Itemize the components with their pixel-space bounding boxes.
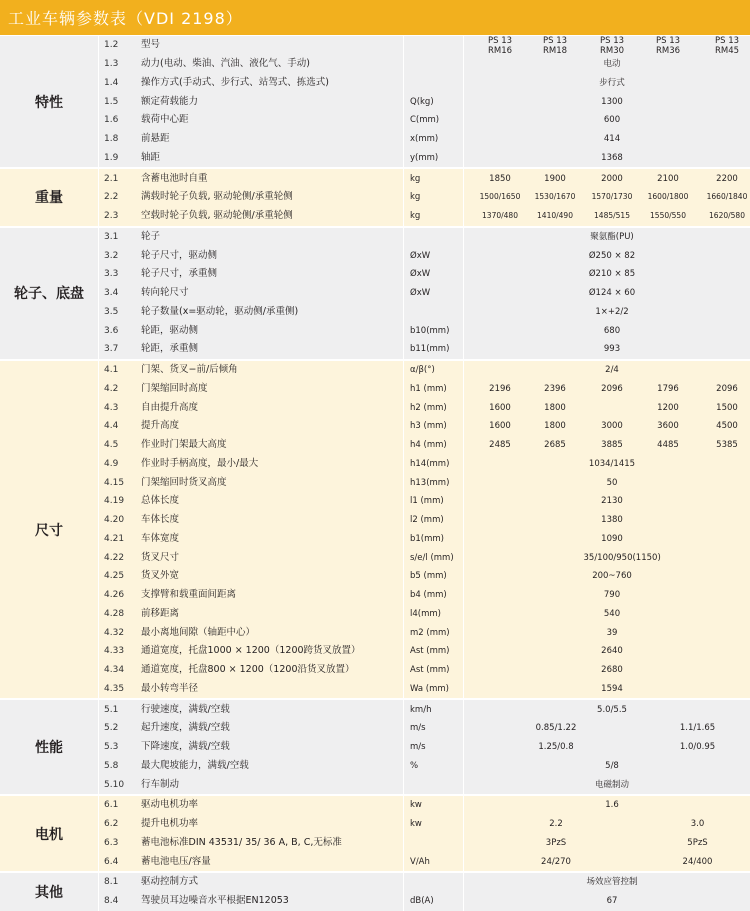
row-description: 提升电机功率 [141,817,198,831]
row-number: 4.32 [104,626,124,640]
row-value: 2130 [584,494,641,508]
row-number: 4.3 [104,401,118,415]
row-value: 1900 [527,172,584,186]
column-divider [403,873,404,911]
row-description: 动力(电动、柴油、汽油、液化气、手动) [141,57,310,71]
row-value: 场效应管控制 [584,875,641,889]
row-number: 5.3 [104,740,118,754]
column-divider [98,228,99,359]
column-divider [403,361,404,699]
row-value: 步行式 [584,76,641,90]
row-unit: km/h [410,703,431,717]
row-number: 4.21 [104,532,124,546]
row-value: 3600 [640,419,697,433]
group-category: 轮子、底盘 [0,228,98,359]
column-divider [403,796,404,871]
row-value: 35/100/950(1150) [584,551,641,565]
row-description: 最小离地间隙（轴距中心） [141,626,255,640]
row-unit: y(mm) [410,151,438,165]
row-number: 6.4 [104,855,118,869]
column-divider [403,36,404,167]
row-number: 4.9 [104,457,118,471]
row-number: 6.3 [104,836,118,850]
row-value: 电动 [584,57,641,71]
row-unit: % [410,759,418,773]
row-unit: l4(mm) [410,607,441,621]
column-divider [98,873,99,911]
row-description: 满载时轮子负载, 驱动轮侧/承重轮侧 [141,190,293,204]
row-value: 5/8 [584,759,641,773]
row-description: 通道宽度，托盘1000 × 1200（1200跨货叉放置） [141,644,361,658]
row-value: 0.85/1.22 [472,721,641,735]
spec-group [0,169,750,225]
row-value: 2685 [527,438,584,452]
row-value: 2680 [584,663,641,677]
row-value: 2096 [584,382,641,396]
row-unit: h2 (mm) [410,401,447,415]
row-number: 5.1 [104,703,118,717]
row-number: 1.5 [104,95,118,109]
row-value: 1.0/0.95 [640,740,750,754]
row-number: 2.3 [104,209,118,223]
row-number: 4.35 [104,682,124,696]
row-unit: kg [410,172,420,186]
row-description: 蓄电池电压/容量 [141,855,211,869]
row-value: 4500 [699,419,750,433]
row-value: 1620/580 [699,209,750,223]
column-divider [98,700,99,794]
row-description: 转向轮尺寸 [141,286,189,300]
column-divider [98,361,99,699]
row-description: 最小转弯半径 [141,682,198,696]
row-value: 1.6 [584,798,641,812]
row-value: 2485 [472,438,529,452]
row-value: 1.1/1.65 [640,721,750,735]
row-value: 2100 [640,172,697,186]
row-value: Ø210 × 85 [584,267,641,281]
row-description: 行驶速度，满载/空载 [141,703,230,717]
row-number: 4.5 [104,438,118,452]
row-value: Ø124 × 60 [584,286,641,300]
row-value: 1530/1670 [527,190,584,204]
column-divider [463,169,464,225]
row-number: 6.2 [104,817,118,831]
row-number: 4.26 [104,588,124,602]
row-unit: h4 (mm) [410,438,447,452]
spec-group [0,700,750,794]
row-value: 1485/515 [584,209,641,223]
row-value: 3.0 [640,817,750,831]
row-number: 5.10 [104,778,124,792]
row-value: 电磁制动 [584,778,641,792]
row-description: 操作方式(手动式、步行式、站驾式、拣选式) [141,76,329,90]
row-number: 3.4 [104,286,118,300]
row-number: 3.2 [104,249,118,263]
row-unit: b11(mm) [410,342,449,356]
row-value: 1660/1840 [699,190,750,204]
row-number: 1.8 [104,132,118,146]
row-unit: ØxW [410,249,430,263]
row-number: 3.6 [104,324,118,338]
spec-group [0,873,750,911]
row-number: 4.20 [104,513,124,527]
column-divider [98,36,99,167]
row-description: 作业时门架最大高度 [141,438,227,452]
column-divider [403,228,404,359]
row-number: 4.22 [104,551,124,565]
row-unit: kg [410,209,420,223]
row-value: 3PzS [472,836,641,850]
row-value: 993 [584,342,641,356]
row-number: 3.1 [104,230,118,244]
model-header: PS 13 RM16 [472,36,529,56]
row-unit: m/s [410,740,426,754]
row-value: 1850 [472,172,529,186]
row-number: 3.5 [104,305,118,319]
row-number: 4.4 [104,419,118,433]
row-description: 空载时轮子负载, 驱动轮侧/承重轮侧 [141,209,293,223]
spec-group [0,36,750,167]
column-divider [463,796,464,871]
row-description: 轮子数量(x=驱动轮，驱动侧/承重侧) [141,305,298,319]
row-unit: m2 (mm) [410,626,450,640]
spec-group [0,361,750,699]
row-description: 车体长度 [141,513,179,527]
row-unit: m/s [410,721,426,735]
model-header: PS 13 RM18 [527,36,584,56]
column-divider [463,228,464,359]
row-description: 支撑臂和载重面间距离 [141,588,236,602]
row-number: 4.19 [104,494,124,508]
row-unit: h3 (mm) [410,419,447,433]
row-unit: α/β(°) [410,363,435,377]
row-description: 驱动控制方式 [141,875,198,889]
row-value: 1570/1730 [584,190,641,204]
row-description: 额定荷载能力 [141,95,198,109]
row-value: 1550/550 [640,209,697,223]
row-number: 5.2 [104,721,118,735]
row-unit: kw [410,817,422,831]
page-title: 工业车辆参数表（VDI 2198） [8,6,243,29]
row-description: 车体宽度 [141,532,179,546]
row-unit: V/Ah [410,855,430,869]
row-value: 聚氨酯(PU) [584,230,641,244]
row-description: 轮距，驱动侧 [141,324,198,338]
group-category: 性能 [0,700,98,794]
row-description: 轴距 [141,151,160,165]
row-value: 2640 [584,644,641,658]
row-value: 200~760 [584,569,641,583]
row-unit: b1(mm) [410,532,444,546]
row-value: 1034/1415 [584,457,641,471]
row-value: 1×+2/2 [584,305,641,319]
row-unit: ØxW [410,267,430,281]
column-divider [403,169,404,225]
row-unit: dB(A) [410,894,434,908]
row-value: 1380 [584,513,641,527]
row-number: 2.2 [104,190,118,204]
row-description: 货叉外宽 [141,569,179,583]
row-value: 3885 [584,438,641,452]
group-category: 电机 [0,796,98,871]
row-unit: l2 (mm) [410,513,444,527]
row-unit: h1 (mm) [410,382,447,396]
row-description: 总体长度 [141,494,179,508]
model-header: PS 13 RM30 [584,36,641,56]
row-value: 50 [584,476,641,490]
row-value: 5.0/5.5 [584,703,641,717]
row-description: 型号 [141,38,160,52]
row-number: 8.1 [104,875,118,889]
row-number: 1.9 [104,151,118,165]
row-number: 6.1 [104,798,118,812]
group-category: 其他 [0,873,98,911]
row-number: 4.2 [104,382,118,396]
column-divider [463,361,464,699]
row-value: 2396 [527,382,584,396]
row-unit: b4 (mm) [410,588,447,602]
row-number: 1.4 [104,76,118,90]
row-value: 1600 [472,419,529,433]
row-value: 600 [584,113,641,127]
row-value: 1370/480 [472,209,529,223]
row-value: 1800 [527,419,584,433]
column-divider [98,796,99,871]
row-number: 3.7 [104,342,118,356]
column-divider [463,873,464,911]
row-value: 1500/1650 [472,190,529,204]
row-value: 1368 [584,151,641,165]
row-description: 驱动电机功率 [141,798,198,812]
row-number: 4.33 [104,644,124,658]
row-value: 1.25/0.8 [472,740,641,754]
header-bar [0,0,750,35]
row-unit: kg [410,190,420,204]
row-number: 5.8 [104,759,118,773]
group-category: 特性 [0,36,98,167]
column-divider [463,36,464,167]
column-divider [403,700,404,794]
row-value: 24/400 [640,855,750,869]
row-unit: x(mm) [410,132,438,146]
row-number: 8.4 [104,894,118,908]
row-unit: b5 (mm) [410,569,447,583]
row-value: 540 [584,607,641,621]
row-unit: h13(mm) [410,476,449,490]
row-number: 4.1 [104,363,118,377]
row-unit: kw [410,798,422,812]
row-unit: l1 (mm) [410,494,444,508]
column-divider [463,700,464,794]
row-number: 4.15 [104,476,124,490]
row-value: 4485 [640,438,697,452]
row-number: 1.6 [104,113,118,127]
row-description: 前悬距 [141,132,170,146]
row-description: 门架缩回时高度 [141,382,208,396]
row-value: 5385 [699,438,750,452]
row-number: 4.34 [104,663,124,677]
row-value: 1594 [584,682,641,696]
row-description: 作业时手柄高度，最小/最大 [141,457,258,471]
row-description: 载荷中心距 [141,113,189,127]
row-number: 1.2 [104,38,118,52]
row-unit: Ast (mm) [410,644,449,658]
row-description: 轮子 [141,230,160,244]
spec-group [0,228,750,359]
row-value: 1800 [527,401,584,415]
row-description: 通道宽度，托盘800 × 1200（1200沿货叉放置） [141,663,355,677]
row-description: 提升高度 [141,419,179,433]
row-description: 驾驶员耳边噪音水平根据EN12053 [141,894,289,908]
row-unit: Wa (mm) [410,682,449,696]
row-value: 24/270 [472,855,641,869]
row-value: 1796 [640,382,697,396]
row-description: 含蓄电池时自重 [141,172,208,186]
row-value: 1410/490 [527,209,584,223]
row-value: 5PzS [640,836,750,850]
row-value: 1300 [584,95,641,109]
spec-group [0,796,750,871]
row-description: 下降速度，满载/空载 [141,740,230,754]
row-description: 轮距，承重侧 [141,342,198,356]
row-unit: Q(kg) [410,95,434,109]
row-value: 790 [584,588,641,602]
row-number: 3.3 [104,267,118,281]
row-value: 39 [584,626,641,640]
row-description: 门架、货叉−前/后倾角 [141,363,238,377]
row-unit: h14(mm) [410,457,449,471]
row-unit: ØxW [410,286,430,300]
row-value: 1090 [584,532,641,546]
column-divider [98,169,99,225]
row-value: 2200 [699,172,750,186]
row-description: 轮子尺寸，驱动侧 [141,249,217,263]
row-value: 3000 [584,419,641,433]
row-description: 轮子尺寸，承重侧 [141,267,217,281]
row-number: 4.25 [104,569,124,583]
row-description: 货叉尺寸 [141,551,179,565]
row-unit: Ast (mm) [410,663,449,677]
model-header: PS 13 RM45 [699,36,750,56]
row-value: 2096 [699,382,750,396]
row-description: 自由提升高度 [141,401,198,415]
row-description: 蓄电池标准DIN 43531/ 35/ 36 A, B, C,无标准 [141,836,342,850]
row-description: 起升速度，满载/空载 [141,721,230,735]
group-category: 重量 [0,169,98,225]
row-value: 2196 [472,382,529,396]
row-value: 2/4 [584,363,641,377]
row-value: 67 [584,894,641,908]
row-description: 行车制动 [141,778,179,792]
row-value: Ø250 × 82 [584,249,641,263]
row-value: 1600 [472,401,529,415]
row-number: 4.28 [104,607,124,621]
row-value: 414 [584,132,641,146]
row-unit: C(mm) [410,113,439,127]
row-description: 前移距离 [141,607,179,621]
row-value: 2.2 [472,817,641,831]
group-category: 尺寸 [0,361,98,699]
row-value: 1500 [699,401,750,415]
row-value: 1600/1800 [640,190,697,204]
row-description: 最大爬坡能力，满载/空载 [141,759,249,773]
row-value: 680 [584,324,641,338]
row-value: 2000 [584,172,641,186]
row-unit: b10(mm) [410,324,449,338]
row-unit: s/e/l (mm) [410,551,454,565]
row-description: 门架缩回时货叉高度 [141,476,227,490]
row-number: 2.1 [104,172,118,186]
row-value: 1200 [640,401,697,415]
model-header: PS 13 RM36 [640,36,697,56]
row-number: 1.3 [104,57,118,71]
